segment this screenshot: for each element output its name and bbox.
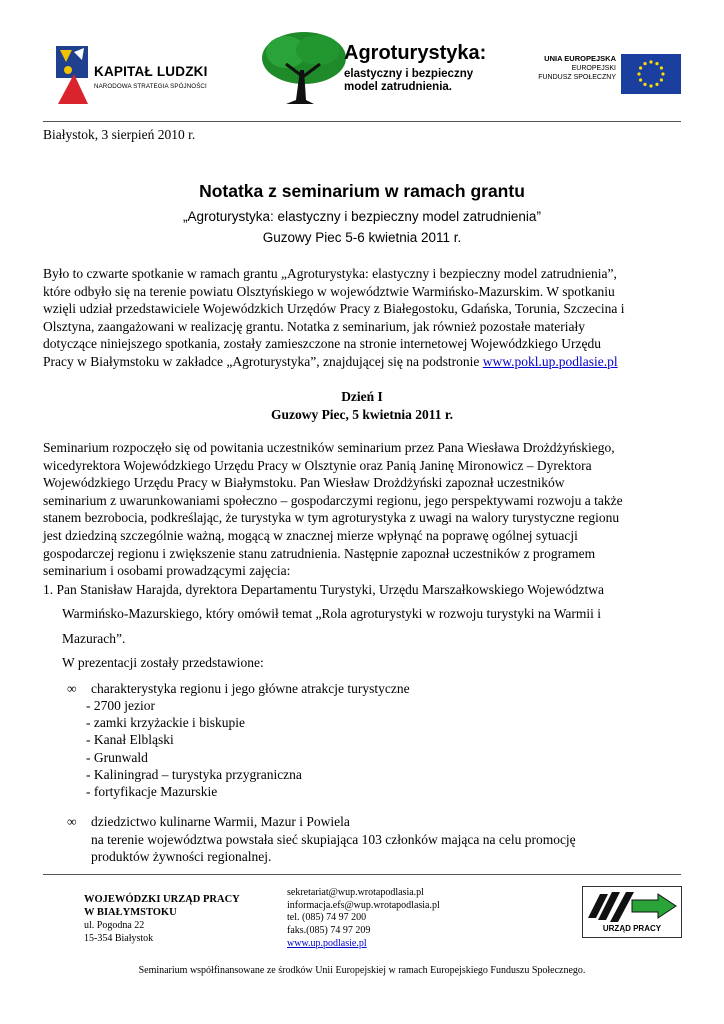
tree-logo [256, 30, 348, 106]
agroturystyka-logo-title: Agroturystyka: [344, 42, 487, 64]
list-item: - Kaliningrad – turystyka przygraniczna [86, 766, 302, 782]
pokl-link[interactable]: www.pokl.up.podlasie.pl [482, 353, 618, 369]
bullet-item-culinary-cont-2: produktów żywności regionalnej. [91, 849, 272, 864]
list-item: - Grunwald [86, 749, 148, 765]
infinity-bullet-icon: ∞ [67, 814, 77, 829]
bullet-item-region: charakterystyka regionu i jego główne atrakcje turystyczne [91, 681, 410, 696]
document-title: Notatka z seminarium w ramach grantu [199, 181, 525, 201]
email-sekretariat: sekretariat@wup.wrotapodlasia.pl [287, 887, 424, 898]
fax: faks.(085) 74 97 209 [287, 925, 371, 937]
intro-paragraph: Było to czwarte spotkanie w ramach grantu „Agroturystyka: elastyczny i bezpieczny model zatrudnienia”, które odbyło się na terenie powiatu Olsztyńskiego w województwie Warmińsko-Mazurskim. W spotkaniu wzięli udział przedstawiciele Wojewódzkich Urzędów Pracy z Białegostoku, Gdańska, Torunia, Szczecina i Olsztyna, zaangażowani w realizację grantu. Notatka z seminarium, jak również pozostałe materiały dotyczące niniejszego spotkania, zostały zamieszczone na stronie internetowej Wojewódzkiego Urzędu Pracy w Białymstoku w zakładce „Agroturystyka”, znajdującej się na podstronie www.pokl.up.podlasie.pl [43, 266, 625, 369]
footer-address: ul. Pogodna 22 15-354 Białystok [84, 920, 154, 944]
urzad-pracy-logo-text: URZĄD PRACY [602, 924, 662, 933]
region-attractions-list [86, 697, 486, 800]
eu-label: UNIA EUROPEJSKA EUROPEJSKI FUNDUSZ SPOŁECZNY [538, 54, 616, 81]
email-informacja: informacja.efs@wup.wrotapodlasia.pl [287, 899, 440, 911]
body-paragraph: Seminarium rozpoczęło się od powitania uczestników seminarium przez Pana Wiesława Drożdżyńskiego, wicedyrektora Wojewódzkiego Urzędu Pracy w Olsztynie oraz Panią Janinę Mironowicz – Dyrektora Wojewódzkiego Urzędu Pracy w Białymstoku. Pan Wiesław Drożdżyński zapoznał uczestników seminarium z uwarunkowaniami społeczno – gospodarczymi regionu, jego perspektywami rozwoju a także stanem bezrobocia, podkreślając, że turystyka w tym agroturystyka z uwagi na walory turystyczne regionu jest dziedziną szczególnie ważną, mogącą w znacznej mierze wpłynąć na poprawę ogólnej sytuacji gospodarczej regionu i zwiększenie stanu zatrudnienia. Następnie zapoznał uczestników z programem seminarium i osobami prowadzącymi zajęcia: [43, 440, 623, 579]
footer-divider [43, 874, 681, 875]
bullet-item-culinary-cont: na terenie województwa powstała sieć skupiająca 103 członków mająca na celu promocję [91, 832, 576, 847]
agroturystyka-logo-subtitle: elastyczny i bezpieczny model zatrudnienia. [344, 68, 474, 93]
speaker-item-1: 1. Pan Stanisław Harajda, dyrektora Departamentu Turystyki, Urzędu Marszałkowskiego Województwa [43, 582, 605, 597]
website-link[interactable]: www.up.podlasie.pl [287, 937, 367, 949]
phone: tel. (085) 74 97 200 [287, 912, 367, 924]
day-heading: Dzień I [341, 389, 383, 404]
header-divider [43, 121, 681, 122]
footer-contact [287, 887, 440, 951]
list-item: - 2700 jezior [86, 698, 155, 713]
list-item: - fortyfikacje Mazurskie [86, 784, 218, 800]
eu-flag-icon [621, 54, 681, 94]
infinity-bullet-icon: ∞ [67, 681, 77, 696]
presentation-intro: W prezentacji zostały przedstawione: [62, 655, 264, 670]
grant-name: „Agroturystyka: elastyczny i bezpieczny model zatrudnienia” [183, 209, 541, 224]
funding-note: Seminarium współfinansowane ze środków Unii Europejskiej w ramach Europejskiego Funduszu Społecznego. [138, 965, 586, 976]
kapital-ludzki-title: KAPITAŁ LUDZKI [94, 64, 208, 79]
urzad-pracy-logo [582, 886, 682, 938]
speaker-item-1-cont: Warmińsko-Mazurskiego, który omówił temat „Rola agroturystyki w rozwoju turystyki na Warmii i [62, 606, 601, 621]
kapital-ludzki-subtitle: NARODOWA STRATEGIA SPÓJNOŚCI [94, 83, 207, 90]
tree-icon [256, 30, 348, 106]
seminar-place-date: Guzowy Piec 5-6 kwietnia 2011 r. [262, 230, 462, 245]
speaker-item-1-cont-2: Mazurach”. [62, 631, 126, 646]
document-date: Białystok, 3 sierpień 2010 r. [43, 127, 196, 142]
bullet-item-culinary: dziedzictwo kulinarne Warmii, Mazur i Powiela [91, 814, 350, 829]
day-subheading: Guzowy Piec, 5 kwietnia 2011 r. [270, 407, 454, 422]
list-item: - zamki krzyżackie i biskupie [86, 715, 245, 731]
footer-organization: WOJEWÓDZKI URZĄD PRACY W BIAŁYMSTOKU [84, 894, 240, 918]
list-item: - Kanał Elbląski [86, 732, 174, 748]
